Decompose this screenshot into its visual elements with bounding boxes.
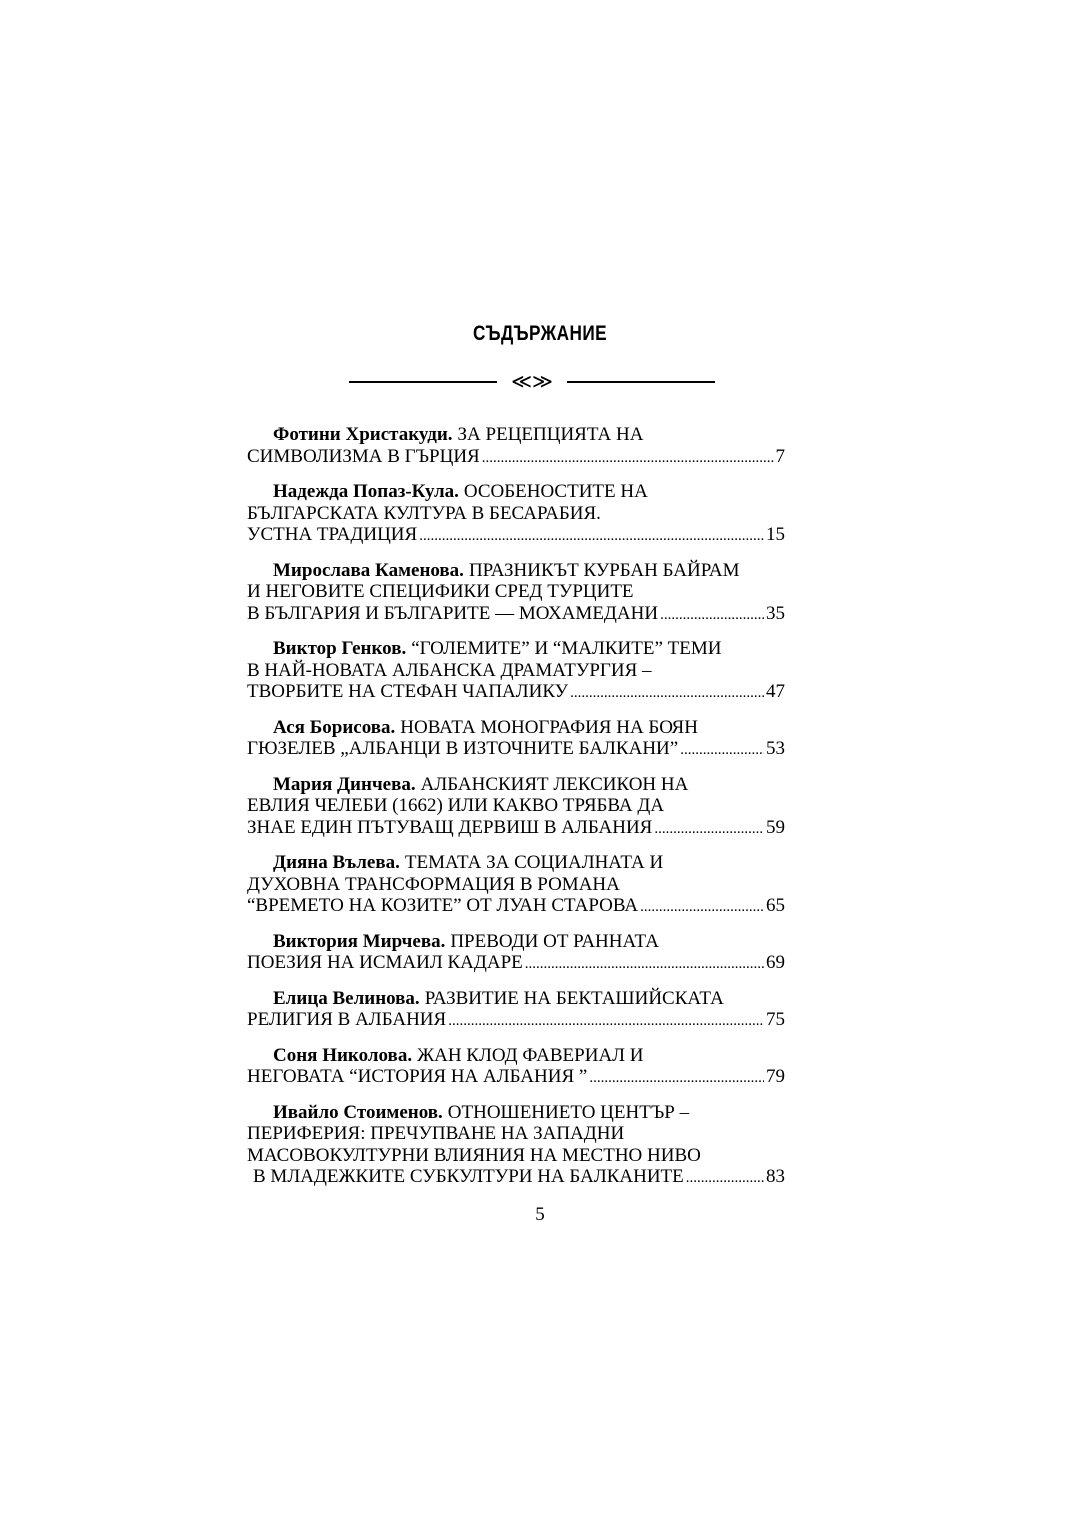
toc-entry-last-line [247, 603, 785, 627]
toc-page-number: 53 [766, 738, 785, 759]
leader-dots [448, 1009, 764, 1033]
toc-title-text: БЪЛГАРСКАТА КУЛТУРА В БЕСАРАБИЯ. [247, 502, 601, 524]
toc-title-text: ПРАЗНИКЪТ КУРБАН БАЙРАМ [468, 559, 740, 581]
toc-title-text: В НАЙ-НОВАТА АЛБАНСКА ДРАМАТУРГИЯ – [247, 659, 652, 681]
toc-entry[interactable] [247, 481, 785, 548]
toc-title-text: ЖАН КЛОД ФАВЕРИАЛ И [417, 1044, 644, 1066]
ornament-glyph: ≪≫ [511, 372, 553, 392]
page-number: 5 [535, 1204, 545, 1225]
toc-entry[interactable] [247, 931, 785, 976]
toc-page-number: 15 [766, 524, 785, 545]
toc-entry-line [247, 852, 785, 874]
toc-page-number: 69 [766, 952, 785, 973]
toc-author: Надежда Попаз-Кула. [273, 481, 459, 502]
toc-entry-last-line [247, 1166, 785, 1190]
toc-title-text: ТВОРБИТЕ НА СТЕФАН ЧАПАЛИКУ [247, 681, 569, 702]
toc-entry-line [247, 560, 785, 582]
toc-entry-line [247, 774, 785, 796]
toc-page-number: 75 [766, 1009, 785, 1030]
leader-dots [654, 817, 764, 841]
toc-entry-last-line [247, 738, 785, 762]
toc-entry-last-line [247, 1009, 785, 1033]
toc-title-text: ПРЕВОДИ ОТ РАННАТА [450, 930, 659, 952]
toc-entry-line [247, 931, 785, 953]
leader-dots [419, 524, 764, 548]
toc-entry[interactable] [247, 852, 785, 919]
toc-entry-last-line [247, 895, 785, 919]
toc-entry-line [247, 874, 785, 896]
toc-entry[interactable] [247, 638, 785, 705]
toc-title-text: “ГОЛЕМИТЕ” И “МАЛКИТЕ” ТЕМИ [411, 638, 722, 659]
toc-title-text: НЕГОВАТА “ИСТОРИЯ НА АЛБАНИЯ ” [247, 1066, 588, 1087]
leader-dots [482, 446, 774, 470]
toc-title-text: РАЗВИТИЕ НА БЕКТАШИЙСКАТА [424, 987, 724, 1009]
toc-entry-line [247, 717, 785, 739]
toc-author: Елица Велинова. [273, 987, 420, 1009]
toc-title-text: В БЪЛГАРИЯ И БЪЛГАРИТЕ — МОХАМЕДАНИ [247, 602, 659, 624]
toc-page-number: 7 [775, 445, 785, 467]
table-of-contents [247, 424, 785, 1202]
toc-entry-line [247, 1123, 785, 1145]
toc-entry-line [247, 581, 785, 603]
toc-entry-last-line [247, 446, 785, 470]
toc-entry-line [247, 638, 785, 660]
toc-title-text: ТЕМАТА ЗА СОЦИАЛНАТА И [404, 852, 664, 873]
toc-entry-line [247, 481, 785, 503]
toc-title-text: МАСОВОКУЛТУРНИ ВЛИЯНИЯ НА МЕСТНО НИВО [247, 1144, 701, 1166]
toc-title-text: ЕВЛИЯ ЧЕЛЕБИ (1662) ИЛИ КАКВО ТРЯБВА ДА [247, 795, 665, 816]
toc-entry-line [247, 424, 785, 446]
toc-entry-line [247, 988, 785, 1010]
toc-title-text: ПОЕЗИЯ НА ИСМАИЛ КАДАРЕ [247, 952, 523, 973]
page-title: СЪДЪРЖАНИЕ [472, 322, 608, 345]
toc-title-text: И НЕГОВИТЕ СПЕЦИФИКИ СРЕД ТУРЦИТЕ [247, 581, 634, 602]
toc-page-number: 59 [766, 816, 785, 838]
toc-title-text: РЕЛИГИЯ В АЛБАНИЯ [247, 1009, 447, 1030]
leader-dots [680, 738, 764, 762]
toc-page-number: 47 [766, 681, 785, 702]
toc-title-text: НОВАТА МОНОГРАФИЯ НА БОЯН [400, 716, 698, 738]
toc-title-text: УСТНА ТРАДИЦИЯ [247, 524, 418, 545]
toc-entry-line [247, 1145, 785, 1167]
title-ornament [347, 372, 717, 392]
leader-dots [660, 603, 764, 627]
toc-author: Виктория Мирчева. [273, 930, 446, 952]
leader-dots [686, 1166, 764, 1190]
toc-entry[interactable] [247, 774, 785, 841]
toc-entry-last-line [247, 524, 785, 548]
toc-author: Фотини Христакуди. [273, 424, 453, 445]
toc-entry[interactable] [247, 1102, 785, 1190]
toc-page-number: 83 [766, 1166, 785, 1187]
toc-entry-last-line [247, 817, 785, 841]
toc-entry-line [247, 660, 785, 682]
toc-entry-last-line [247, 1066, 785, 1090]
toc-page-number: 35 [766, 602, 785, 624]
toc-entry[interactable] [247, 717, 785, 762]
toc-author: Виктор Генков. [273, 638, 407, 659]
toc-title-text: “ВРЕМЕТО НА КОЗИТЕ” ОТ ЛУАН СТАРОВА [247, 895, 639, 916]
leader-dots [640, 895, 764, 919]
toc-entry-line [247, 503, 785, 525]
toc-entry-line [247, 1102, 785, 1124]
toc-author: Мария Динчева. [273, 773, 416, 795]
leader-dots [589, 1066, 764, 1090]
toc-author: Дияна Вълева. [273, 852, 400, 873]
toc-entry-line [247, 1045, 785, 1067]
toc-entry[interactable] [247, 988, 785, 1033]
toc-page-number: 65 [766, 895, 785, 916]
leader-dots [570, 681, 764, 705]
toc-title-text: ПЕРИФЕРИЯ: ПРЕЧУПВАНЕ НА ЗАПАДНИ [247, 1123, 625, 1144]
toc-title-text: ДУХОВНА ТРАНСФОРМАЦИЯ В РОМАНА [247, 873, 620, 895]
leader-dots [525, 952, 764, 976]
toc-title-text: ЗНАЕ ЕДИН ПЪТУВАЩ ДЕРВИШ В АЛБАНИЯ [247, 816, 653, 838]
toc-title-text: В МЛАДЕЖКИТЕ СУБКУЛТУРИ НА БАЛКАНИТЕ [253, 1166, 684, 1187]
toc-entry-last-line [247, 681, 785, 705]
toc-author: Соня Николова. [273, 1044, 413, 1066]
toc-author: Ася Борисова. [273, 716, 396, 738]
toc-author: Ивайло Стоименов. [273, 1101, 443, 1123]
toc-entry[interactable] [247, 560, 785, 627]
toc-title-text: СИМВОЛИЗМА В ГЪРЦИЯ [247, 445, 480, 467]
toc-title-text: АЛБАНСКИЯТ ЛЕКСИКОН НА [420, 773, 689, 795]
toc-entry[interactable] [247, 1045, 785, 1090]
toc-entry[interactable] [247, 424, 785, 469]
toc-entry-last-line [247, 952, 785, 976]
toc-author: Мирослава Каменова. [273, 559, 464, 581]
toc-entry-line [247, 795, 785, 817]
toc-title-text: ГЮЗЕЛЕВ „АЛБАНЦИ В ИЗТОЧНИТЕ БАЛКАНИ” [247, 738, 679, 759]
toc-page-number: 79 [766, 1066, 785, 1087]
toc-title-text: ОТНОШЕНИЕТО ЦЕНТЪР – [447, 1101, 690, 1123]
toc-title-text: ОСОБЕНОСТИТЕ НА [463, 481, 648, 502]
toc-title-text: ЗА РЕЦЕПЦИЯТА НА [457, 424, 644, 445]
